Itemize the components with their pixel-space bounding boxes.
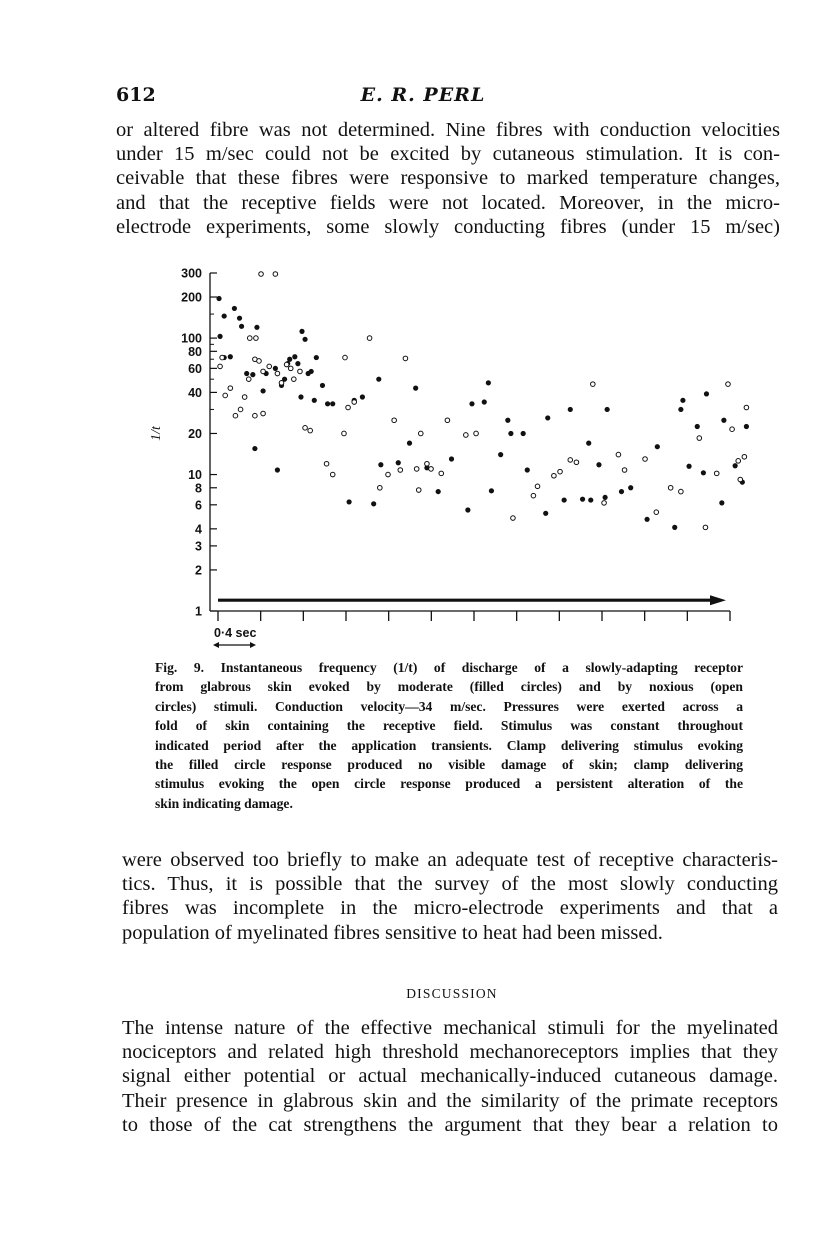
open-circle-point xyxy=(425,461,430,466)
filled-circle-point xyxy=(525,467,530,472)
filled-circle-point xyxy=(619,489,624,494)
caption-line: Fig. 9. Instantaneous frequency (1/t) of discharge of a slowly-adapting receptor xyxy=(155,660,743,675)
time-scale-arrow-left xyxy=(213,642,219,648)
open-circle-point xyxy=(275,371,280,376)
open-circle-point xyxy=(742,454,747,459)
filled-circle-point xyxy=(260,388,265,393)
filled-circle-point xyxy=(482,399,487,404)
open-circle-point xyxy=(416,488,421,493)
y-tick-label: 2 xyxy=(195,563,202,578)
filled-circle-point xyxy=(239,324,244,329)
y-tick-label: 300 xyxy=(181,266,202,281)
open-circle-point xyxy=(288,366,293,371)
open-circle-point xyxy=(714,471,719,476)
open-circle-point xyxy=(474,431,479,436)
open-circle-point xyxy=(558,469,563,474)
open-circle-point xyxy=(464,433,469,438)
open-circle-point xyxy=(238,407,243,412)
caption-line: from glabrous skin evoked by moderate (filled circles) and by noxious (open xyxy=(155,679,743,695)
page-header xyxy=(116,84,730,110)
filled-circle-point xyxy=(602,495,607,500)
text-line: fibres was incomplete in the micro-electrode experiments and that a xyxy=(122,897,778,920)
filled-circle-point xyxy=(655,444,660,449)
filled-circle-point xyxy=(292,354,297,359)
scatter-plot xyxy=(140,262,750,652)
filled-circle-point xyxy=(287,357,292,362)
text-line: electrode experiments, some slowly conducting fibres (under 15 m/sec) xyxy=(116,215,780,238)
open-circle-point xyxy=(744,405,749,410)
filled-circle-point xyxy=(228,354,233,359)
open-circle-point xyxy=(267,364,272,369)
filled-circle-point xyxy=(346,499,351,504)
filled-circle-point xyxy=(704,391,709,396)
filled-circle-point xyxy=(508,431,513,436)
open-circle-point xyxy=(552,473,557,478)
text-line: to those of the cat strengthens the argument that they bear a relation to xyxy=(122,1113,778,1136)
open-circle-point xyxy=(386,472,391,477)
open-circle-point xyxy=(279,381,284,386)
time-scale-label: 0·4 sec xyxy=(214,626,257,640)
filled-circle-point xyxy=(605,407,610,412)
filled-circle-point xyxy=(312,398,317,403)
open-circle-point xyxy=(342,431,347,436)
open-circle-point xyxy=(730,427,735,432)
open-circle-point xyxy=(392,418,397,423)
open-circle-point xyxy=(429,467,434,472)
filled-circle-point xyxy=(298,394,303,399)
open-circle-point xyxy=(439,471,444,476)
filled-circle-point xyxy=(469,401,474,406)
filled-circle-point xyxy=(580,497,585,502)
filled-circle-point xyxy=(672,525,677,530)
open-circle-point xyxy=(352,400,357,405)
y-tick-label: 6 xyxy=(195,498,202,513)
open-circle-point xyxy=(218,364,223,369)
filled-circle-point xyxy=(562,497,567,502)
filled-circle-point xyxy=(628,485,633,490)
filled-circle-point xyxy=(376,377,381,382)
page-number: 612 xyxy=(116,84,156,106)
filled-circle-point xyxy=(217,334,222,339)
text-line: were observed too briefly to make an adequate test of receptive characteris- xyxy=(122,849,778,871)
filled-circle-point xyxy=(498,452,503,457)
open-circle-point xyxy=(273,272,278,277)
filled-circle-point xyxy=(378,462,383,467)
filled-circle-point xyxy=(371,501,376,506)
filled-circle-point xyxy=(701,470,706,475)
y-tick-label: 200 xyxy=(181,290,202,305)
open-circle-point xyxy=(324,461,329,466)
running-head: E. R. PERL xyxy=(360,84,486,106)
open-circle-point xyxy=(736,459,741,464)
y-tick-label: 3 xyxy=(195,539,202,554)
caption-line: fold of skin containing the receptive field. Stimulus was constant throughout xyxy=(155,718,743,734)
filled-circle-point xyxy=(465,507,470,512)
filled-circle-point xyxy=(250,372,255,377)
open-circle-point xyxy=(398,468,403,473)
y-tick-label: 20 xyxy=(188,426,202,441)
open-circle-point xyxy=(246,377,251,382)
open-circle-point xyxy=(535,484,540,489)
filled-circle-point xyxy=(413,386,418,391)
filled-circle-point xyxy=(744,424,749,429)
open-circle-point xyxy=(531,493,536,498)
open-circle-point xyxy=(247,336,252,341)
y-tick-label: 40 xyxy=(188,385,202,400)
filled-circle-point xyxy=(721,418,726,423)
filled-circle-point xyxy=(733,463,738,468)
text-line: under 15 m/sec could not be excited by cutaneous stimulation. It is con- xyxy=(116,143,780,166)
filled-circle-point xyxy=(596,462,601,467)
open-circle-point xyxy=(223,393,228,398)
y-tick-label: 4 xyxy=(195,522,202,537)
open-circle-point xyxy=(284,362,289,367)
caption-line: stimulus evoking the open circle response produced a persistent alteration of the xyxy=(155,776,743,792)
open-circle-point xyxy=(738,477,743,482)
open-circle-point xyxy=(726,382,731,387)
open-circle-point xyxy=(330,472,335,477)
filled-circle-point xyxy=(396,460,401,465)
filled-circle-point xyxy=(588,497,593,502)
y-tick-label: 100 xyxy=(181,331,202,346)
filled-circle-point xyxy=(330,401,335,406)
section-heading-discussion: DISCUSSION xyxy=(406,986,498,1001)
open-circle-point xyxy=(668,485,673,490)
filled-circle-point xyxy=(545,415,550,420)
filled-circle-point xyxy=(407,441,412,446)
filled-circle-point xyxy=(678,407,683,412)
open-circle-point xyxy=(228,386,233,391)
filled-circle-point xyxy=(436,489,441,494)
y-tick-label: 80 xyxy=(188,344,202,359)
open-circle-point xyxy=(679,489,684,494)
open-circle-point xyxy=(418,431,423,436)
filled-circle-point xyxy=(314,355,319,360)
open-circle-point xyxy=(574,460,579,465)
text-line: nociceptors and related high threshold mechanoreceptors implies that they xyxy=(122,1041,778,1064)
filled-circle-point xyxy=(222,313,227,318)
open-circle-point xyxy=(643,457,648,462)
filled-circle-point xyxy=(275,467,280,472)
open-circle-point xyxy=(445,418,450,423)
filled-circle-point xyxy=(489,488,494,493)
open-circle-point xyxy=(602,501,607,506)
open-circle-point xyxy=(242,395,247,400)
open-circle-point xyxy=(568,458,573,463)
filled-circle-point xyxy=(568,407,573,412)
filled-circle-point xyxy=(302,337,307,342)
open-circle-point xyxy=(292,377,297,382)
text-line: The intense nature of the effective mechanical stimuli for the myelinated xyxy=(122,1017,778,1039)
open-circle-point xyxy=(298,369,303,374)
filled-circle-point xyxy=(695,424,700,429)
open-circle-point xyxy=(511,516,516,521)
text-line: ceivable that these fibres were responsive to marked temperature changes, xyxy=(116,167,780,190)
open-circle-point xyxy=(591,382,596,387)
filled-circle-point xyxy=(505,418,510,423)
caption-line: skin indicating damage. xyxy=(155,795,293,811)
open-circle-point xyxy=(616,452,621,457)
filled-circle-point xyxy=(232,306,237,311)
stimulus-arrowhead xyxy=(710,595,726,605)
open-circle-point xyxy=(261,369,266,374)
open-circle-point xyxy=(346,405,351,410)
y-axis-label: 1/t xyxy=(149,426,164,441)
y-tick-label: 10 xyxy=(188,468,202,483)
filled-circle-point xyxy=(449,456,454,461)
text-line: and that the receptive fields were not located. Moreover, in the micro- xyxy=(116,191,780,214)
text-line: signal either potential or actual mechanically-induced cutaneous damage. xyxy=(122,1065,778,1088)
filled-circle-point xyxy=(521,431,526,436)
filled-circle-point xyxy=(295,361,300,366)
y-tick-label: 1 xyxy=(195,604,202,619)
open-circle-point xyxy=(308,428,313,433)
paragraph-discussion xyxy=(122,1016,778,1137)
filled-circle-point xyxy=(644,517,649,522)
y-tick-label: 60 xyxy=(188,361,202,376)
filled-circle-point xyxy=(244,371,249,376)
filled-circle-point xyxy=(254,325,259,330)
open-circle-point xyxy=(261,411,266,416)
open-circle-point xyxy=(233,413,238,418)
figure-9 xyxy=(140,262,750,652)
filled-circle-point xyxy=(360,394,365,399)
open-circle-point xyxy=(253,413,258,418)
filled-circle-point xyxy=(719,500,724,505)
open-circle-point xyxy=(697,436,702,441)
open-circle-point xyxy=(343,355,348,360)
open-circle-point xyxy=(220,355,225,360)
caption-line: indicated period after the application transients. Clamp delivering stimulus evoking xyxy=(155,737,743,753)
paragraph-middle xyxy=(122,848,778,945)
filled-circle-point xyxy=(325,401,330,406)
open-circle-point xyxy=(703,525,708,530)
open-circle-point xyxy=(367,336,372,341)
filled-circle-point xyxy=(299,329,304,334)
open-circle-point xyxy=(654,510,659,515)
open-circle-point xyxy=(378,485,383,490)
paragraph-top xyxy=(116,118,780,239)
open-circle-point xyxy=(257,359,262,364)
filled-circle-point xyxy=(686,464,691,469)
filled-circle-point xyxy=(320,383,325,388)
text-line: tics. Thus, it is possible that the survey of the most slowly conducting xyxy=(122,873,778,896)
filled-circle-point xyxy=(586,441,591,446)
filled-circle-point xyxy=(543,511,548,516)
filled-circle-point xyxy=(486,380,491,385)
text-line: Their presence in glabrous skin and the similarity of the primate receptors xyxy=(122,1089,778,1112)
filled-circle-point xyxy=(273,366,278,371)
time-scale-arrow-right xyxy=(250,642,256,648)
filled-circle-point xyxy=(680,398,685,403)
open-circle-point xyxy=(403,356,408,361)
open-circle-point xyxy=(414,467,419,472)
filled-circle-point xyxy=(237,316,242,321)
open-circle-point xyxy=(303,426,308,431)
caption-line: circles) stimuli. Conduction velocity—34 m/sec. Pressures were exerted across a xyxy=(155,698,743,714)
text-line: population of myelinated fibres sensitive to heat had been missed. xyxy=(122,921,663,944)
filled-circle-point xyxy=(252,446,257,451)
open-circle-point xyxy=(622,468,627,473)
filled-circle-point xyxy=(309,369,314,374)
y-tick-label: 8 xyxy=(195,481,202,496)
text-line: or altered fibre was not determined. Nine fibres with conduction velocities xyxy=(116,119,780,141)
filled-circle-point xyxy=(216,296,221,301)
open-circle-point xyxy=(259,272,264,277)
open-circle-point xyxy=(254,336,259,341)
caption-line: the filled circle response produced no visible damage of skin; clamp delivering xyxy=(155,757,743,773)
figure-caption xyxy=(155,658,743,813)
